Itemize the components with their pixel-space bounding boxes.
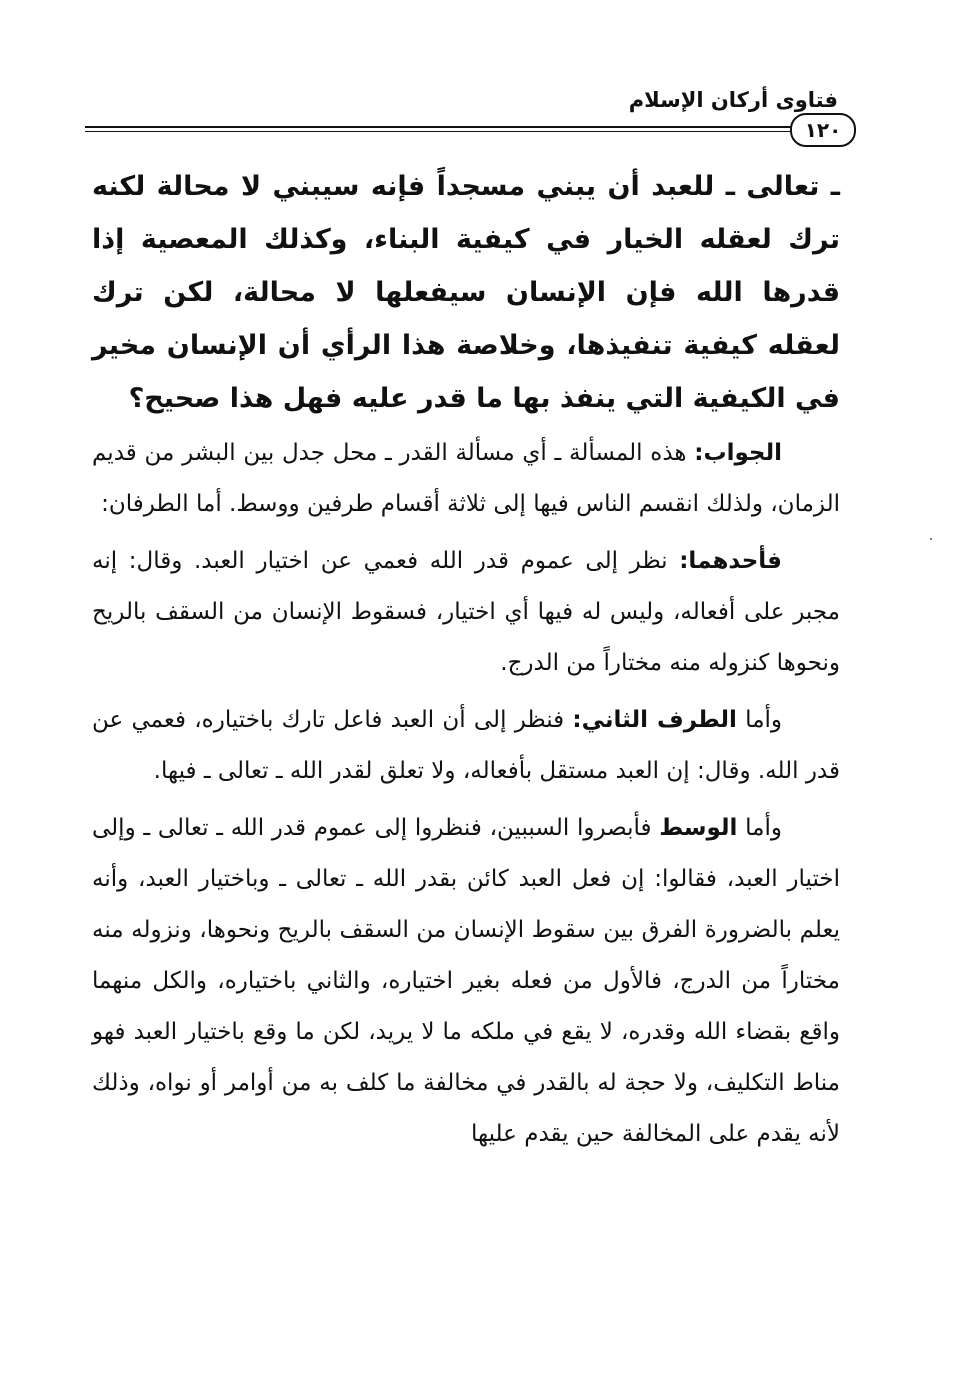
answer-paragraph-intro [92,428,840,530]
question-text: ـ تعالى ـ للعبد أن يبني مسجداً فإنه سيبني لا محالة لكنه ترك لعقله الخيار في كيفية البناء، وكذلك المعصية إذا قدرها الله فإن الإنسان سيفعلها لا محالة، لكن ترك لعقله كيفية تنفيذها، وخلاصة هذا الرأي أن الإنسان مخير في الكيفية التي ينفذ بها ما قدر عليه فهل هذا صحيح؟ [92,171,840,414]
scan-speck [930,538,932,540]
running-header-title: فتاوى أركان الإسلام [628,88,838,112]
page-number-badge: ١٢٠ [790,113,856,147]
answer-paragraph-middle [92,803,840,1160]
first-side-label: فأحدهما: [679,548,782,574]
middle-text: فأبصروا السببين، فنظروا إلى عموم قدر الله ـ تعالى ـ وإلى اختيار العبد، فقالوا: إن فعل العبد كائن بقدر الله ـ تعالى ـ وباختيار العبد، وأنه يعلم بالضرورة الفرق بين سقوط الإنسان من السقف بالريح ونحوها، ونزوله منه مختاراً من الدرج، فالأول من فعله بغير اختياره، والثاني باختياره، والكل منهما واقع بقضاء الله وقدره، لا يقع في ملكه ما لا يريد، لكن ما وقع باختيار العبد فهو مناط التكليف، ولا حجة له بالقدر في مخالفة ما كلف به من أوامر أو نواه، وذلك لأنه يقدم على المخالفة حين يقدم عليها [92,815,840,1147]
answer-section [92,428,840,1160]
answer-intro-text: هذه المسألة ـ أي مسألة القدر ـ محل جدل بين البشر من قديم الزمان، ولذلك انقسم الناس فيها إلى ثلاثة أقسام طرفين ووسط. أما الطرفان: [92,440,840,517]
answer-paragraph-first-side [92,536,840,689]
answer-paragraph-second-side [92,695,840,797]
middle-prefix: وأما [737,815,782,841]
second-side-text: فنظر إلى أن العبد فاعل تارك باختياره، فعمي عن قدر الله. وقال: إن العبد مستقل بأفعاله، ولا تعلق لقدر الله ـ تعالى ـ فيها. [92,707,840,784]
answer-label: الجواب: [694,440,782,466]
second-side-label: الطرف الثاني: [572,707,737,733]
header-rule [85,126,795,132]
second-side-prefix: وأما [736,707,783,733]
first-side-text: نظر إلى عموم قدر الله فعمي عن اختيار العبد. وقال: إنه مجبر على أفعاله، وليس له فيها أي اختيار، فسقوط الإنسان من السقف بالريح ونحوها كنزوله منه مختاراً من الدرج. [92,548,840,676]
middle-label: الوسط [659,815,738,841]
